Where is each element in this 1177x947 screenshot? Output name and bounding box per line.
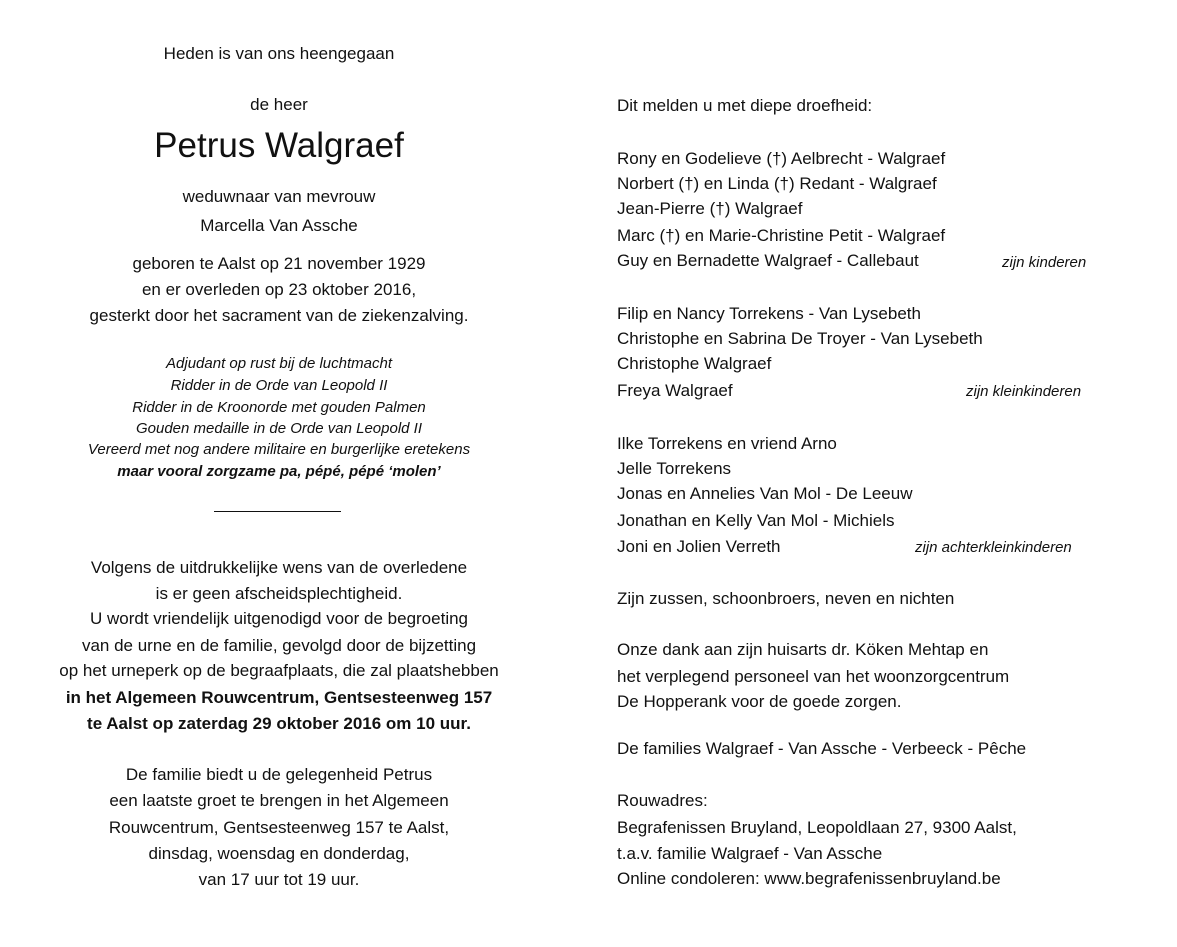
honor-line: Ridder in de Orde van Leopold II xyxy=(170,377,388,394)
visit-line: Rouwcentrum, Gentsesteenweg 157 te Aalst, xyxy=(108,818,450,837)
honor-line: Adjudant op rust bij de luchtmacht xyxy=(166,355,392,372)
greatgrandchild-entry: Jonas en Annelies Van Mol - De Leeuw xyxy=(617,484,913,503)
child-entry: Rony en Godelieve (†) Aelbrecht - Walgraef xyxy=(617,149,946,168)
visit-line: dinsdag, woensdag en donderdag, xyxy=(148,844,410,863)
grandchild-entry: Christophe en Sabrina De Troyer - Van Lysebeth xyxy=(617,329,983,348)
honor-line: Gouden medaille in de Orde van Leopold II xyxy=(135,420,423,437)
child-entry: Norbert (†) en Linda (†) Redant - Walgraef xyxy=(617,174,937,193)
greatgrandchild-entry: Ilke Torrekens en vriend Arno xyxy=(617,434,837,453)
children-tag: zijn kinderen xyxy=(1002,254,1087,271)
grandchild-entry: Christophe Walgraef xyxy=(617,354,772,373)
greatgrandchild-entry: Jelle Torrekens xyxy=(617,459,732,478)
address-line: Begrafenissen Bruyland, Leopoldlaan 27, 9300 Aalst, xyxy=(617,818,1017,837)
thanks-line: Onze dank aan zijn huisarts dr. Köken Mehtap en xyxy=(617,640,989,659)
death-line: en er overleden op 23 oktober 2016, xyxy=(141,280,417,299)
visit-line: De familie biedt u de gelegenheid Petrus xyxy=(125,765,433,784)
title-prefix: de heer xyxy=(250,95,308,114)
sacrament-line: gesterkt door het sacrament van de ziekenzalving. xyxy=(89,306,469,325)
greatgrandchildren-tag: zijn achterkleinkinderen xyxy=(915,539,1072,556)
ceremony-line: op het urneperk op de begraafplaats, die zal plaatshebben xyxy=(59,661,499,680)
visit-line: een laatste groet te brengen in het Algemeen xyxy=(109,791,449,810)
ceremony-line: Volgens de uitdrukkelijke wens van de overledene xyxy=(90,558,468,577)
address-label: Rouwadres: xyxy=(617,791,708,810)
honor-bold-line: maar vooral zorgzame pa, pépé, pépé ‘molen’ xyxy=(117,463,441,480)
families-line: De families Walgraef - Van Assche - Verbeeck - Pêche xyxy=(617,739,1027,758)
child-entry: Guy en Bernadette Walgraef - Callebaut xyxy=(617,251,919,270)
thanks-line: De Hopperank voor de goede zorgen. xyxy=(617,692,902,711)
grandchildren-tag: zijn kleinkinderen xyxy=(966,383,1082,400)
divider-line xyxy=(214,511,341,512)
birth-line: geboren te Aalst op 21 november 1929 xyxy=(132,254,426,273)
ceremony-line: is er geen afscheidsplechtigheid. xyxy=(155,584,403,603)
greatgrandchild-entry: Joni en Jolien Verreth xyxy=(617,537,781,556)
ceremony-line: U wordt vriendelijk uitgenodigd voor de begroeting xyxy=(89,609,469,628)
ceremony-location-line: in het Algemeen Rouwcentrum, Gentsesteenweg 157 xyxy=(65,688,493,707)
honor-line: Vereerd met nog andere militaire en burgerlijke eretekens xyxy=(87,441,471,458)
grandchild-entry: Filip en Nancy Torrekens - Van Lysebeth xyxy=(617,304,921,323)
visit-line: van 17 uur tot 19 uur. xyxy=(198,870,360,889)
ceremony-line: van de urne en de familie, gevolgd door de bijzetting xyxy=(81,636,477,655)
honor-line: Ridder in de Kroonorde met gouden Palmen xyxy=(132,399,426,416)
announcement-intro: Dit melden u met diepe droefheid: xyxy=(617,96,873,115)
child-entry: Marc (†) en Marie-Christine Petit - Walgraef xyxy=(617,226,946,245)
intro-text: Heden is van ons heengegaan xyxy=(163,44,395,63)
greatgrandchild-entry: Jonathan en Kelly Van Mol - Michiels xyxy=(617,511,895,530)
grandchild-entry: Freya Walgraef xyxy=(617,381,733,400)
spouse-line-2: Marcella Van Assche xyxy=(200,216,358,235)
spouse-line-1: weduwnaar van mevrouw xyxy=(182,187,376,206)
condolence-line: Online condoleren: www.begrafenissenbruyland.be xyxy=(617,869,1001,888)
deceased-name: Petrus Walgraef xyxy=(154,126,404,165)
child-entry: Jean-Pierre (†) Walgraef xyxy=(617,199,803,218)
address-attention-line: t.a.v. familie Walgraef - Van Assche xyxy=(617,844,883,863)
thanks-line: het verplegend personeel van het woonzorgcentrum xyxy=(617,667,1010,686)
siblings-line: Zijn zussen, schoonbroers, neven en nichten xyxy=(617,589,955,608)
ceremony-date-line: te Aalst op zaterdag 29 oktober 2016 om 10 uur. xyxy=(87,714,471,733)
